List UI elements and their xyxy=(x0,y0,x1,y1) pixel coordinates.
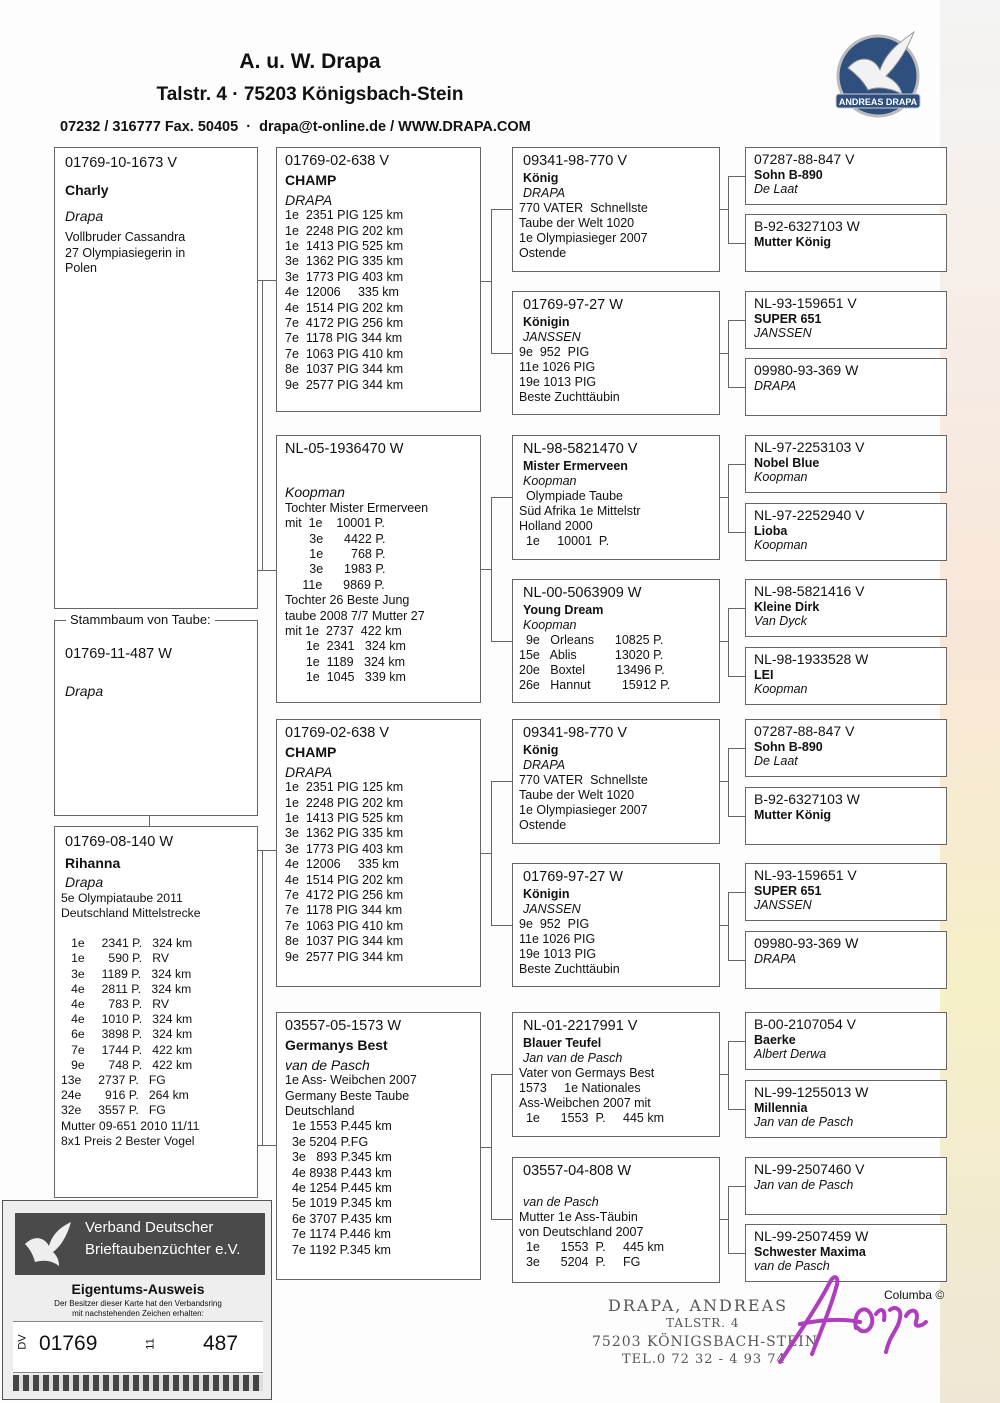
connector-line xyxy=(728,816,745,817)
sire-sire-results: 770 VATER Schnellste Taube der Welt 1020 1e Olympiasieger 2007 Ostende xyxy=(519,201,648,260)
great-grandparent-ring-number: NL-97-2253103 V xyxy=(754,439,865,455)
connector-line xyxy=(728,320,729,387)
rihanna-sire-results: 1e 2351 PIG 125 km 1e 2248 PIG 202 km 1e 1413 PIG 525 km 3e 1362 PIG 335 km 3e 1773 PIG 403 km 4e 12006 335 km 4e 1514 PIG 202 km 7e 4172 PIG 256 km 7e 1178 PIG 344 km 7e 1063 PIG 410 km 8e 1037 PIG 344 km 9e 2577 PIG 344 km xyxy=(285,780,404,964)
dam-sire-results: Olympiade Taube Süd Afrika 1e Mittelstr Holland 2000 1e 10001 P. xyxy=(519,489,641,548)
rihanna-dam-ring-number: 03557-05-1573 W xyxy=(285,1018,402,1034)
pedigree-legend: Stammbaum von Taube: xyxy=(66,612,215,627)
subject-name: Charly xyxy=(65,182,109,199)
connector-line xyxy=(728,1186,745,1187)
great-grandparent-name: LEI xyxy=(754,668,774,682)
r-dam-sire-results: Vater von Germays Best 1573 1e Nationales Ass-Weibchen 2007 mit 1e 1553 P. 445 km xyxy=(519,1066,664,1125)
great-grandparent-owner: DRAPA xyxy=(754,379,797,393)
great-grandparent-name: Baerke xyxy=(754,1033,796,1047)
sire-dam-results: 9e 952 PIG 11e 1026 PIG 19e 1013 PIG Beste Zuchttäubin xyxy=(519,345,620,404)
subject-pigeon-card xyxy=(54,147,258,609)
connector-line xyxy=(491,641,512,642)
great-grandparent-ring-number: NL-99-1255013 W xyxy=(754,1084,869,1100)
great-grandparent-card xyxy=(745,214,947,272)
r-sire-sire-owner: DRAPA xyxy=(523,758,566,772)
great-grandparent-card xyxy=(745,1157,947,1215)
connector-line xyxy=(491,1074,492,1219)
card-note-line1: Der Besitzer dieser Karte hat den Verbandsring xyxy=(54,1299,222,1308)
sire-sire-owner: DRAPA xyxy=(523,186,566,200)
great-grandparent-owner: DRAPA xyxy=(754,952,797,966)
rihanna-sire-ring-number: 01769-02-638 V xyxy=(285,725,389,741)
connector-line xyxy=(481,1147,491,1148)
subject-owner: Drapa xyxy=(65,207,104,224)
stamp-city: 75203 KÖNIGSBACH-STEIN xyxy=(592,1334,819,1350)
card-title: Eigentums-Ausweis xyxy=(71,1281,205,1297)
sire-card xyxy=(276,147,481,412)
r-sire-dam-ring-number: 01769-97-27 W xyxy=(523,869,623,885)
connector-line xyxy=(491,925,512,926)
stamp-name: DRAPA, ANDREAS xyxy=(608,1296,789,1315)
r-sire-sire-card xyxy=(512,719,720,844)
sire-results: 1e 2351 PIG 125 km 1e 2248 PIG 202 km 1e 1413 PIG 525 km 3e 1362 PIG 335 km 3e 1773 PIG 403 km 4e 12006 335 km 4e 1514 PIG 202 km 7e 4172 PIG 256 km 7e 1178 PIG 344 km 7e 1063 PIG 410 km 8e 1037 PIG 344 km 9e 2577 PIG 344 km xyxy=(285,208,404,392)
rihanna-name: Rihanna xyxy=(65,855,121,872)
dam-dam-owner: Koopman xyxy=(523,618,577,632)
great-grandparent-name: Sohn B-890 xyxy=(754,740,823,754)
great-grandparent-card xyxy=(745,147,947,205)
connector-line xyxy=(728,892,729,960)
connector-line xyxy=(720,641,728,642)
r-dam-dam-owner: van de Pasch xyxy=(523,1195,599,1209)
card-club-number: 01769 xyxy=(39,1332,98,1355)
sire-name: CHAMP xyxy=(285,172,337,189)
breeder-address: Talstr. 4 · 75203 Königsbach-Stein xyxy=(156,84,464,105)
dam-dam-ring-number: NL-00-5063909 W xyxy=(523,585,642,601)
connector-line xyxy=(491,1219,512,1220)
rihanna-sire-name: CHAMP xyxy=(285,744,337,761)
placeholder-ring-number: 01769-11-487 W xyxy=(65,646,172,662)
r-dam-sire-owner: Jan van de Pasch xyxy=(523,1051,623,1065)
card-ring-field xyxy=(13,1321,263,1373)
dam-sire-card xyxy=(512,435,720,560)
great-grandparent-owner: De Laat xyxy=(754,182,798,196)
rihanna-pigeon-card xyxy=(54,826,258,1198)
great-grandparent-owner: van de Pasch xyxy=(754,1259,830,1273)
connector-line xyxy=(728,464,729,532)
r-sire-sire-results: 770 VATER Schnellste Taube der Welt 1020 1e Olympiasieger 2007 Ostende xyxy=(519,773,648,832)
connector-line xyxy=(262,280,263,570)
rihanna-dam-card xyxy=(276,1012,481,1280)
card-org-line2: Brieftaubenzüchter e.V. xyxy=(85,1241,241,1258)
placeholder-pigeon-card xyxy=(54,620,258,816)
r-sire-dam-card xyxy=(512,863,720,987)
r-dam-dam-card xyxy=(512,1157,720,1283)
dove-seal-logo xyxy=(830,24,926,120)
sire-sire-card xyxy=(512,147,720,272)
sire-dam-name: Königin xyxy=(523,315,570,329)
sire-ring-number: 01769-02-638 V xyxy=(285,153,389,169)
sire-dam-ring-number: 01769-97-27 W xyxy=(523,297,623,313)
great-grandparent-owner: Koopman xyxy=(754,682,808,696)
great-grandparent-ring-number: 09980-93-369 W xyxy=(754,362,859,378)
great-grandparent-name: Lioba xyxy=(754,524,788,538)
connector-line xyxy=(491,781,512,782)
great-grandparent-name: Nobel Blue xyxy=(754,456,820,470)
connector-line xyxy=(720,209,728,210)
subject-description: Vollbruder Cassandra 27 Olympiasiegerin in Polen xyxy=(65,230,186,276)
great-grandparent-name: Kleine Dirk xyxy=(754,600,820,614)
rihanna-dam-results: 1e Ass- Weibchen 2007 Germany Beste Taube Deutschland 1e 1553 P.445 km 3e 5204 P.FG 3e 893 P.345 km 4e 8938 P.443 km 4e 1254 P.445 km 5e 1019 P.345 km 6e 3707 P.435 km 7e 1174 P.446 km 7e 1192 P.345 km xyxy=(285,1073,417,1257)
connector-line xyxy=(728,387,745,388)
r-sire-dam-results: 9e 952 PIG 11e 1026 PIG 19e 1013 PIG Beste Zuchttäubin xyxy=(519,917,620,976)
dam-card xyxy=(276,435,481,703)
great-grandparent-card xyxy=(745,787,947,845)
great-grandparent-ring-number: NL-99-2507460 V xyxy=(754,1161,865,1177)
connector-line xyxy=(728,176,745,177)
connector-line xyxy=(491,209,492,353)
placeholder-owner: Drapa xyxy=(65,683,104,700)
sire-dam-card xyxy=(512,291,720,415)
r-dam-sire-ring-number: NL-01-2217991 V xyxy=(523,1018,638,1034)
connector-line xyxy=(728,532,745,533)
great-grandparent-name: Mutter König xyxy=(754,235,832,249)
great-grandparent-card xyxy=(745,1012,947,1070)
great-grandparent-owner: JANSSEN xyxy=(754,326,812,340)
connector-line xyxy=(258,570,276,571)
dam-dam-card xyxy=(512,579,720,703)
dam-sire-name: Mister Ermerveen xyxy=(523,459,628,473)
great-grandparent-ring-number: NL-98-1933528 W xyxy=(754,651,869,667)
connector-line xyxy=(728,1186,729,1253)
card-org-line1: Verband Deutscher xyxy=(85,1219,214,1236)
great-grandparent-name: Mutter König xyxy=(754,808,832,822)
dam-ring-number: NL-05-1936470 W xyxy=(285,441,404,457)
r-dam-sire-card xyxy=(512,1012,720,1137)
great-grandparent-name: SUPER 651 xyxy=(754,884,822,898)
breeder-name: A. u. W. Drapa xyxy=(239,50,381,73)
ownership-card xyxy=(2,1200,272,1400)
connector-line xyxy=(491,497,512,498)
copyright-label: Columba © xyxy=(884,1288,945,1302)
dam-sire-ring-number: NL-98-5821470 V xyxy=(523,441,638,457)
subject-ring-number: 01769-10-1673 V xyxy=(65,155,178,171)
connector-line xyxy=(728,1109,745,1110)
r-dam-dam-results: Mutter 1e Ass-Täubin von Deutschland 2007 1e 1553 P. 445 km 3e 5204 P. FG xyxy=(519,1210,664,1269)
great-grandparent-owner: Koopman xyxy=(754,470,808,484)
great-grandparent-ring-number: 07287-88-847 V xyxy=(754,151,855,167)
rihanna-ring-number: 01769-08-140 W xyxy=(65,834,174,850)
connector-line xyxy=(720,353,728,354)
sire-sire-name: König xyxy=(523,171,559,185)
great-grandparent-ring-number: B-92-6327103 W xyxy=(754,791,860,807)
great-grandparent-card xyxy=(745,719,947,777)
sire-owner: DRAPA xyxy=(285,191,333,208)
r-sire-sire-ring-number: 09341-98-770 V xyxy=(523,725,627,741)
stamp-street: TALSTR. 4 xyxy=(666,1316,740,1330)
connector-line xyxy=(728,748,745,749)
great-grandparent-owner: Van Dyck xyxy=(754,614,808,628)
great-grandparent-name: Millennia xyxy=(754,1101,808,1115)
great-grandparent-name: Sohn B-890 xyxy=(754,168,823,182)
r-dam-dam-name xyxy=(519,1181,713,1195)
connector-line xyxy=(720,497,728,498)
dam-name xyxy=(285,461,472,475)
great-grandparent-card xyxy=(745,1080,947,1138)
card-ring-number: 487 xyxy=(203,1332,239,1355)
connector-line xyxy=(728,892,745,893)
great-grandparent-card xyxy=(745,358,947,416)
rihanna-results: 5e Olympiataube 2011 Deutschland Mittelstrecke 1e 2341 P. 324 km 1e 590 P. RV 3e 1189 P. 324 km 4e 2811 P. 324 km 4e 783 P. RV 4e 1010 P. 324 km 6e 3898 P. 324 km 7e 1744 P. 422 km 9e 748 P. 422 km 13e 2737 P. FG 24e 916 P. 264 km 32e 3557 P. FG Mutter 09-651 2010 11/11 8x1 Preis 2 Bester Vogel xyxy=(61,890,201,1148)
stamp-phone: TEL.0 72 32 - 4 93 74 xyxy=(622,1352,786,1367)
connector-line xyxy=(728,748,729,816)
rihanna-dam-name: Germanys Best xyxy=(285,1037,388,1054)
great-grandparent-ring-number: 09980-93-369 W xyxy=(754,935,859,951)
connector-line xyxy=(728,608,729,676)
connector-line xyxy=(728,1041,729,1109)
great-grandparent-ring-number: NL-97-2252940 V xyxy=(754,507,865,523)
r-sire-dam-owner: JANSSEN xyxy=(523,902,581,916)
great-grandparent-name: SUPER 651 xyxy=(754,312,822,326)
page-edge-tint xyxy=(940,0,1000,1403)
connector-line xyxy=(262,850,263,1145)
great-grandparent-card xyxy=(745,863,947,921)
r-sire-dam-name: Königin xyxy=(523,887,570,901)
handwritten-signature xyxy=(760,1262,930,1372)
rihanna-owner: Drapa xyxy=(65,874,104,891)
connector-line xyxy=(481,281,491,282)
rihanna-sire-card xyxy=(276,719,481,987)
great-grandparent-ring-number: NL-93-159651 V xyxy=(754,867,857,883)
great-grandparent-ring-number: NL-93-159651 V xyxy=(754,295,857,311)
connector-line xyxy=(258,280,276,281)
breeder-contact: 07232 / 316777 Fax. 50405 · drapa@t-online.de / WWW.DRAPA.COM xyxy=(60,119,531,135)
connector-line xyxy=(720,925,728,926)
connector-line xyxy=(728,1253,745,1254)
card-note-line2: mit nachstehenden Zeichen erhalten: xyxy=(72,1309,204,1318)
great-grandparent-ring-number: B-00-2107054 V xyxy=(754,1016,856,1032)
connector-line xyxy=(149,816,150,826)
great-grandparent-owner: Jan van de Pasch xyxy=(754,1115,854,1129)
great-grandparent-owner: Jan van de Pasch xyxy=(754,1178,854,1192)
connector-line xyxy=(258,1145,276,1146)
dam-dam-name: Young Dream xyxy=(523,603,604,617)
r-sire-sire-name: König xyxy=(523,743,559,757)
great-grandparent-card xyxy=(745,579,947,637)
connector-line xyxy=(491,353,512,354)
connector-line xyxy=(728,960,745,961)
great-grandparent-ring-number: NL-99-2507459 W xyxy=(754,1228,869,1244)
connector-line xyxy=(481,569,491,570)
great-grandparent-card xyxy=(745,503,947,561)
great-grandparent-owner: Koopman xyxy=(754,538,808,552)
connector-line xyxy=(728,243,745,244)
connector-line xyxy=(728,676,745,677)
great-grandparent-owner: Albert Derwa xyxy=(754,1047,827,1061)
connector-line xyxy=(491,209,512,210)
connector-line xyxy=(720,781,728,782)
connector-line xyxy=(728,176,729,243)
seal-text: ANDREAS DRAPA xyxy=(838,97,918,107)
card-year: 11 xyxy=(144,1338,157,1350)
connector-line xyxy=(258,850,276,851)
dove-icon xyxy=(21,1218,75,1270)
great-grandparent-ring-number: B-92-6327103 W xyxy=(754,218,860,234)
dam-dam-results: 9e Orleans 10825 P. 15e Ablis 13020 P. 20e Boxtel 13496 P. 26e Hannut 15912 P. xyxy=(519,633,671,692)
connector-line xyxy=(728,320,745,321)
great-grandparent-card xyxy=(745,291,947,349)
card-dv: DV xyxy=(16,1334,29,1350)
r-dam-sire-name: Blauer Teufel xyxy=(523,1036,602,1050)
great-grandparent-card xyxy=(745,931,947,989)
great-grandparent-card xyxy=(745,647,947,705)
great-grandparent-owner: JANSSEN xyxy=(754,898,812,912)
great-grandparent-card xyxy=(745,435,947,493)
connector-line xyxy=(728,608,745,609)
great-grandparent-ring-number: 07287-88-847 V xyxy=(754,723,855,739)
rihanna-dam-owner: van de Pasch xyxy=(285,1056,370,1073)
card-header xyxy=(15,1213,265,1275)
sire-dam-owner: JANSSEN xyxy=(523,330,581,344)
connector-line xyxy=(728,1041,745,1042)
r-dam-dam-ring-number: 03557-04-808 W xyxy=(523,1163,632,1179)
connector-line xyxy=(720,1074,728,1075)
great-grandparent-name: Schwester Maxima xyxy=(754,1245,866,1259)
rihanna-sire-owner: DRAPA xyxy=(285,763,333,780)
dam-owner: Koopman xyxy=(285,484,345,501)
connector-line xyxy=(481,853,491,854)
dam-results: Tochter Mister Ermerveen mit 1e 10001 P. 3e 4422 P. 1e 768 P. 3e 1983 P. 11e 9869 P. Tochter 26 Beste Jung taube 2008 7/7 Mutter 27 mit 1e 2737 422 km 1e 2341 324 km 1e 1189 324 km 1e 1045 339 km xyxy=(285,500,429,685)
dam-sire-owner: Koopman xyxy=(523,474,577,488)
great-grandparent-ring-number: NL-98-5821416 V xyxy=(754,583,865,599)
sire-sire-ring-number: 09341-98-770 V xyxy=(523,153,627,169)
connector-line xyxy=(491,1074,512,1075)
great-grandparent-owner: De Laat xyxy=(754,754,798,768)
connector-line xyxy=(491,497,492,641)
card-pattern-strip xyxy=(13,1375,263,1391)
connector-line xyxy=(491,781,492,925)
connector-line xyxy=(728,464,745,465)
connector-line xyxy=(720,1219,728,1220)
